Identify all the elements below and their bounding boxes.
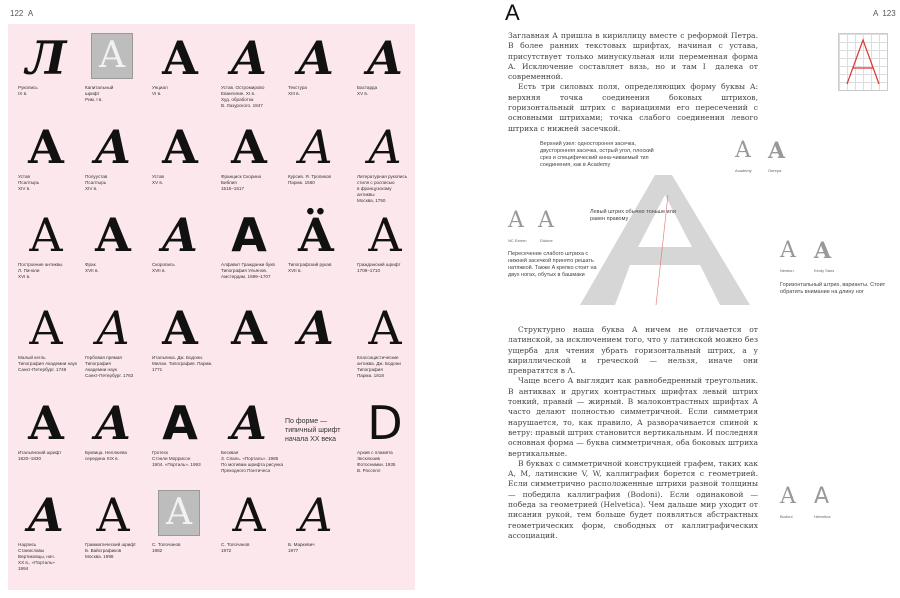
specimen-caption-line: Типография Академии наук — [18, 361, 77, 366]
variants-annotation: Горизонтальный штрих, варианты. Стоит обратить внимание на длину ног — [780, 282, 886, 295]
specimen-cell — [85, 122, 147, 216]
specimen-glyph: A — [231, 31, 267, 85]
specimen-caption-line: Построение антиквы — [18, 262, 63, 267]
specimen-caption-line: Бесквая — [221, 450, 239, 455]
left-folio — [10, 9, 33, 18]
specimen-caption — [357, 355, 421, 379]
specimen-caption-line: З. Спаль. «Порталь». 1985 — [221, 456, 279, 461]
specimen-caption-line: в французскому — [357, 186, 392, 191]
specimen-caption-line: XIII в. — [288, 91, 300, 96]
specimen-caption-line: XIV в. — [18, 186, 31, 191]
specimen-cell — [288, 210, 350, 304]
specimen-cell — [288, 398, 350, 492]
specimen-caption-line: Грамматический шрифт — [85, 542, 137, 547]
specimen-cell — [152, 210, 214, 304]
sample-label-litera: Литера — [768, 168, 782, 173]
specimen-caption-line: Рукопись — [18, 85, 38, 90]
specimen-cell — [85, 303, 147, 397]
specimen-glyph: A — [162, 31, 198, 85]
specimen-caption-line: Санкт-Петербург. 1763 — [85, 373, 134, 378]
specimen-cell — [221, 490, 283, 584]
specimen-caption — [288, 262, 352, 274]
specimen-caption-line: Рим, I в. — [85, 97, 103, 102]
specimen-glyph: A — [162, 208, 198, 262]
specimen-cell — [152, 398, 214, 492]
specimen-caption-line: Типография — [357, 367, 383, 372]
specimen-caption-line: В. Лазурского. 1947 — [221, 103, 263, 108]
sample-label-didone: Didone — [540, 238, 553, 243]
specimen-caption-line: XVII в. — [85, 268, 99, 273]
body-paragraph-2: Чаще всего A выглядит как равнобедренный треугольник. В антиквах и других контрастных шрифтах левый штрих тонкий, правый — жирный. В малоконтрастных шрифтах A часто делают полностью симметричной. Если симметрия нарушается, то, как правило, A разворачивается спиной к ветру: правый штрих становится вертикальным. И последняя основная форма — буква симметричная, оба боковых штриха вертикальные. — [508, 376, 758, 458]
specimen-caption-line: Литературная рукопись — [357, 174, 408, 179]
specimen-caption-line: Фотоснимки. 1935 — [357, 462, 396, 467]
specimen-cell — [288, 122, 350, 216]
specimen-caption-line: середина XIX в. — [85, 456, 119, 461]
specimen-caption-line: Надпись — [18, 542, 37, 547]
specimen-caption-line: 1994 — [18, 566, 29, 571]
specimen-caption-line: Текстура — [288, 85, 307, 90]
specimen-caption — [18, 174, 82, 192]
specimen-cell — [221, 33, 283, 127]
specimen-cell — [152, 490, 214, 584]
specimen-caption-line: Буквица. Неплюева — [85, 450, 127, 455]
specimen-cell — [221, 122, 283, 216]
body-paragraph-1: Структурно наша буква A ничем не отличается от латинской, за исключением того, что у латинской можно без ущерба для чтения убрать горизонтальный штрих, а у кириллической и греческой — нельзя, иначе они превратятся в Λ. — [508, 325, 758, 376]
specimen-caption-line: Скоропись — [152, 262, 175, 267]
specimen-caption-line: XVII в. — [288, 268, 302, 273]
crossbar-annotation: Пересечение слабого штриха с нижней засечкой принято решать натяжкой. Также A крепко стоит на двух ногах, обутых в башмаки — [508, 251, 597, 278]
specimen-cell — [85, 398, 147, 492]
intro-paragraph-2: Есть три силовых поля, определяющих форму буквы A: верхняя точка соединения боковых штрихов, горизонтальный штрих с вариациями его пересечений с основными штрихами; точка слабого соединения левого штриха с нижней засечкой. — [508, 82, 758, 133]
specimen-glyph: D — [367, 396, 403, 450]
specimen-caption — [85, 262, 149, 274]
specimen-caption-line: Евангелие. XI в. — [221, 91, 256, 96]
specimen-glyph: A — [95, 396, 131, 450]
specimen-cell — [288, 303, 350, 397]
specimen-caption-line: XV в. — [357, 91, 369, 96]
left-folio-letter: A — [27, 9, 34, 18]
specimen-glyph: A — [299, 488, 333, 542]
left-stroke-annotation: Левый штрих обычно тоньше или равен правому — [590, 209, 676, 222]
specimen-cell — [85, 210, 147, 304]
specimen-caption-line: В. Росселл — [357, 468, 381, 473]
specimen-glyph: A — [231, 208, 267, 262]
specimen-cell — [288, 490, 350, 584]
specimen-caption — [221, 450, 285, 474]
sample-letter-kindy-sans: A — [814, 238, 832, 264]
sample-letter-helvetica: A — [814, 484, 830, 509]
specimen-cell — [18, 398, 80, 492]
specimen-caption-line: Типографский рукав — [288, 262, 332, 267]
specimen-caption-line: XX в., «Порталь» — [18, 560, 55, 565]
specimen-caption-line: 1972 — [221, 548, 232, 553]
specimen-caption-line: Устав — [18, 174, 30, 179]
left-folio-number: 122 — [10, 9, 24, 18]
specimen-glyph: A — [158, 490, 200, 536]
specimen-cell — [357, 398, 419, 492]
specimen-caption — [18, 542, 82, 572]
specimen-caption-line: Унциал — [152, 85, 168, 90]
specimen-caption-line: Псалтырь — [18, 180, 40, 185]
sample-letter-academy: A — [735, 138, 751, 163]
specimen-cell — [221, 303, 283, 397]
specimen-cell — [18, 33, 80, 127]
specimen-caption-line: Станиславы — [18, 548, 45, 553]
specimen-caption-line: Худ. обработка — [221, 97, 254, 102]
sample-label-bodoni: Bodoni — [780, 514, 793, 519]
specimen-cell — [18, 122, 80, 216]
specimen-glyph: A — [231, 396, 267, 450]
specimen-caption-line: Классицистические — [357, 355, 399, 360]
specimen-caption — [18, 262, 82, 280]
specimen-caption-line: Москва. 1998 — [85, 554, 114, 559]
specimen-caption-line: Париж. 1560 — [288, 180, 315, 185]
sample-label-nc-extern: NC Extern — [508, 238, 527, 243]
specimen-caption-line: Курсив. Я. Тропиков — [288, 174, 331, 179]
specimen-caption-line: Итальянка. Дж. Бодони. Милан. Типография. Париж. 1771 — [152, 355, 213, 372]
sample-letter-bodoni: A — [780, 484, 796, 509]
specimen-caption-line: 1982 — [152, 548, 163, 553]
specimen-caption-line: IX в. — [18, 91, 28, 96]
grid-letter-a-figure — [839, 34, 887, 90]
specimen-caption-line: 1904. «Порталь». 1993 — [152, 462, 201, 467]
specimen-cell — [152, 303, 214, 397]
specimen-glyph: A — [368, 208, 402, 262]
specimen-glyph: A — [95, 208, 131, 262]
specimen-caption-line: 1708–1710 — [357, 268, 380, 273]
specimen-caption — [85, 174, 149, 192]
specimen-glyph: A — [231, 301, 267, 355]
sample-label-newton: Newton — [780, 268, 794, 273]
specimen-glyph: Ӓ — [297, 208, 335, 262]
specimen-callout: По форме — типичный шрифт начала XX века — [285, 418, 341, 443]
specimen-glyph: A — [298, 31, 334, 85]
specimen-caption-line: Типография — [85, 361, 111, 366]
anatomy-letter-a-figure — [560, 165, 780, 315]
sample-letter-nc-extern: A — [508, 208, 524, 233]
specimen-caption-line: Псалтырь — [85, 180, 107, 185]
specimen-caption-line: VI в. — [152, 91, 162, 96]
specimen-caption-line: Преходного Понтичеса — [221, 468, 271, 473]
body-text — [508, 325, 758, 541]
specimen-cell — [357, 210, 419, 304]
specimen-caption-line: Гротеск — [152, 450, 169, 455]
specimen-caption-line: Фрак — [85, 262, 96, 267]
specimen-caption — [152, 85, 216, 97]
specimen-caption-line: Устав. Остромирово — [221, 85, 265, 90]
specimen-caption — [152, 450, 216, 468]
specimen-cell — [152, 33, 214, 127]
specimen-glyph: A — [95, 120, 131, 174]
specimen-caption-line: По мотивам шрифта рисунка — [221, 462, 284, 467]
specimen-glyph: A — [231, 120, 267, 174]
specimen-caption-line: Устав — [152, 174, 164, 179]
specimen-cell — [357, 33, 419, 127]
specimen-caption — [85, 85, 149, 103]
specimen-caption-line: Библия — [221, 180, 237, 185]
specimen-caption — [357, 450, 421, 474]
specimen-caption-line: Гербовая прямая — [85, 355, 122, 360]
specimen-glyph: A — [29, 301, 63, 355]
specimen-caption — [152, 262, 216, 274]
specimen-caption-line: шрифт — [85, 91, 100, 96]
specimen-cell — [357, 122, 419, 216]
specimen-cell — [18, 490, 80, 584]
specimen-cell — [221, 398, 283, 492]
specimen-caption — [357, 262, 421, 274]
specimen-cell — [288, 33, 350, 127]
specimen-caption-line: Стэнли Моррисон — [152, 456, 191, 461]
specimen-glyph: A — [368, 301, 402, 355]
specimen-caption-line: 1977 — [288, 548, 299, 553]
specimen-glyph: A — [29, 208, 63, 262]
specimen-caption — [85, 542, 149, 560]
specimen-caption-line: антиквы — [357, 192, 375, 197]
specimen-caption — [357, 85, 421, 97]
sample-label-kindy-sans: Kindy Sans — [814, 268, 835, 273]
specimen-glyph: A — [28, 120, 64, 174]
specimen-glyph: A — [96, 488, 130, 542]
specimen-caption-line: Малый кегль — [18, 355, 46, 360]
specimen-glyph: A — [298, 301, 334, 355]
specimen-caption-line: Москва, 1750 — [357, 198, 386, 203]
construction-grid-figure — [838, 33, 888, 91]
specimen-caption-line: стиля с росписью — [357, 180, 395, 185]
specimen-caption — [221, 85, 285, 109]
specimen-caption — [152, 174, 216, 186]
specimen-cell — [221, 210, 283, 304]
specimen-glyph: Л — [25, 31, 67, 85]
specimen-caption-line: Франциск Скорина — [221, 174, 262, 179]
specimen-glyph: A — [91, 33, 133, 79]
specimen-caption-line: Санкт-Петербург. 1748 — [18, 367, 67, 372]
specimen-caption — [152, 542, 216, 554]
specimen-caption-line: Парма. 1818 — [357, 373, 384, 378]
specimen-glyph: A — [28, 488, 64, 542]
specimen-caption — [357, 174, 421, 204]
specimen-caption — [288, 174, 352, 186]
specimen-caption — [85, 450, 149, 462]
specimen-glyph: A — [162, 396, 198, 450]
specimen-glyph: A — [28, 396, 64, 450]
specimen-glyph: A — [162, 120, 198, 174]
sample-label-academy: Academy — [735, 168, 752, 173]
specimen-caption-line: Алфавит Гражданки букв — [221, 262, 275, 267]
specimen-caption — [18, 450, 82, 462]
specimen-caption — [18, 85, 82, 97]
specimen-glyph: A — [162, 301, 198, 355]
specimen-cell — [152, 122, 214, 216]
sample-letter-litera: A — [768, 138, 786, 164]
specimen-caption-line: Б. Маркевич — [288, 542, 315, 547]
specimen-caption-line: Итальянский шрифт — [18, 450, 62, 455]
specimen-caption — [288, 85, 352, 97]
apex-annotation: Верхний узел: одностороння засечка, двусторонняя засечка, острый угол, плоский срез и специфический анна-чиваемый тип соединения, как в Academy — [540, 141, 654, 168]
specimen-caption-line: XIV в. — [85, 186, 98, 191]
specimen-caption-line: Амстердам, 1699–1707 — [221, 274, 271, 279]
specimen-cell — [357, 490, 419, 584]
specimen-caption-line: Архив с пламята — [357, 450, 393, 455]
sample-letter-newton: A — [780, 238, 796, 263]
specimen-caption-line: Капитальный — [85, 85, 114, 90]
specimen-caption — [288, 542, 352, 554]
specimen-caption-line: С. Толочанов — [152, 542, 181, 547]
specimen-caption-line: Бастарда — [357, 85, 378, 90]
specimen-glyph: A — [367, 31, 403, 85]
specimen-caption-line: С. Толочанов — [221, 542, 250, 547]
specimen-caption-line: XVI в. — [18, 274, 31, 279]
specimen-caption — [152, 355, 216, 373]
sample-label-helvetica: Helvetica — [814, 514, 831, 519]
right-folio-number: 123 — [882, 9, 896, 18]
specimen-caption-line: 1515–1517 — [221, 186, 244, 191]
intro-paragraph-1: Заглавная A пришла в кириллицу вместе с реформой Петра. В более ранних текстовых шрифтах, начиная с устава, присутствует только минускульная или переменная форма A. Исключение составляет вязь, но и там Ⅰ далека от современной. — [508, 31, 758, 82]
section-letter: A — [505, 0, 520, 25]
specimen-caption-line: 1820–1830 — [18, 456, 41, 461]
specimen-caption — [85, 355, 149, 379]
specimen-glyph: A — [299, 120, 333, 174]
specimen-caption — [221, 262, 285, 280]
specimen-caption-line: XV в. — [152, 180, 164, 185]
specimen-glyph: A — [232, 488, 266, 542]
specimen-caption-line: Гражданский шрифт — [357, 262, 401, 267]
specimen-caption-line: Эксклюзив — [357, 456, 380, 461]
specimen-cell — [85, 490, 147, 584]
specimen-glyph: A — [368, 120, 402, 174]
specimen-glyph: A — [96, 301, 130, 355]
specimen-caption — [221, 174, 285, 192]
intro-text — [508, 31, 758, 134]
specimen-caption-line: антиква. Дж. Бодони — [357, 361, 401, 366]
specimen-cell — [357, 303, 419, 397]
specimen-caption — [18, 355, 82, 373]
specimen-cell — [18, 210, 80, 304]
specimen-caption-line: Л. Пачоли — [18, 268, 40, 273]
right-folio — [873, 9, 896, 18]
specimen-caption — [221, 542, 285, 554]
specimen-caption-line: Академии наук — [85, 367, 117, 372]
specimen-caption-line: Типография Ульянов. — [221, 268, 268, 273]
specimen-cell — [18, 303, 80, 397]
sample-letter-didone: A — [538, 208, 554, 233]
body-paragraph-3: В буквах с симметричной конструкцией графем, таких как A, M, латинские V, W, каллиграфия борется с геометрией. Если симметрично расположенные штрихи разной толщины — победила каллиграфия (Bodoni). Если одинаковой — победа за геометрией (Helvetica). Чем дальше мир уходит от писания рукой, тем больше будет появляться абстрактных геометрических форм, свободных от каллиграфических ассоциаций. — [508, 458, 758, 540]
specimen-caption-line: XVII в. — [152, 268, 166, 273]
specimen-caption-line: Б. Вайсграфиков — [85, 548, 122, 553]
specimen-cell — [85, 33, 147, 127]
right-folio-letter: A — [873, 9, 878, 18]
specimen-caption-line: Вертиковцы, нач. — [18, 554, 55, 559]
specimen-caption-line: Полуустав — [85, 174, 108, 179]
